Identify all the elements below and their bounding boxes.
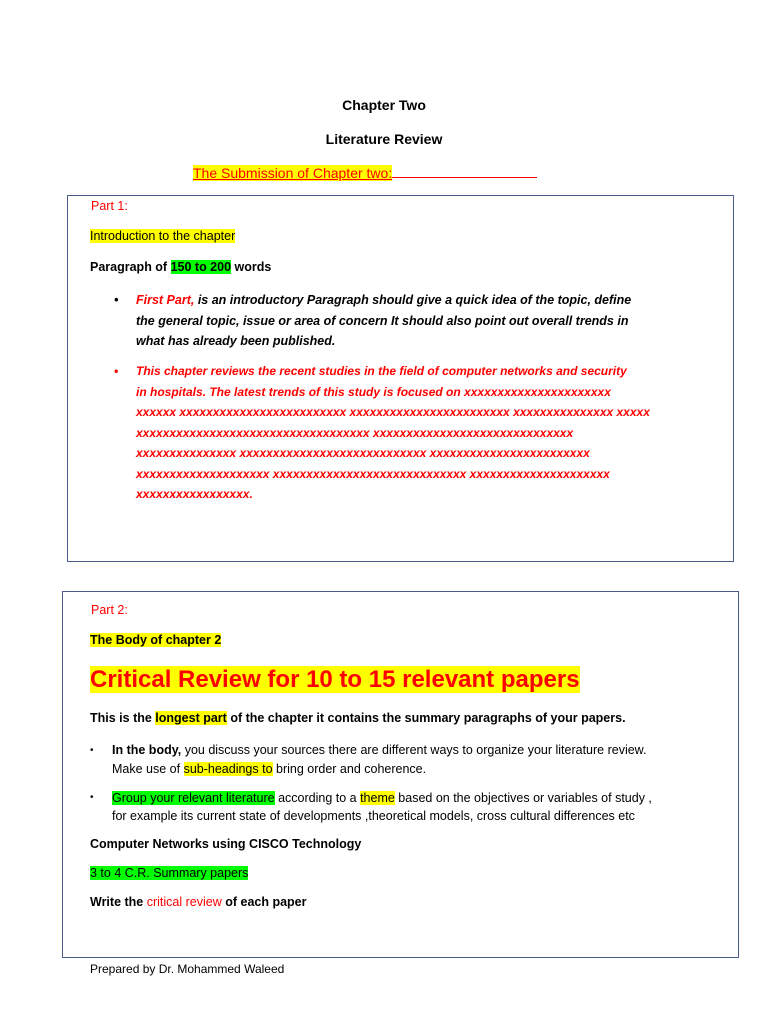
write-prefix: Write the <box>90 895 147 909</box>
part2-bullet-list-1 <box>90 741 690 779</box>
bullet2-mid: according to a <box>274 791 361 805</box>
bullet1-line: is an introductory Paragraph should give a quick idea of the topic, define <box>194 293 632 307</box>
critical-review-heading-text: Critical Review for 10 to 15 relevant papers <box>90 666 580 693</box>
submission-heading <box>193 165 537 181</box>
part2-label: Part 2: <box>91 603 128 617</box>
footer-prepared-by: Prepared by Dr. Mohammed Waleed <box>90 962 285 976</box>
summary-papers-text: 3 to 4 C.R. Summary papers <box>90 866 249 880</box>
para-suffix: words <box>231 260 272 274</box>
sub-headings-highlight: sub-headings to <box>183 762 273 776</box>
list-item <box>114 290 674 352</box>
bullet2-line: This chapter reviews the recent studies in the field of computer networks and security <box>136 364 627 378</box>
write-critical-review <box>90 895 307 909</box>
write-red: critical review <box>146 895 222 909</box>
bullet2-line: in hospitals. The latest trends of this study is focused on xxxxxxxxxxxxxxxxxxxxxx <box>136 384 611 399</box>
para-prefix: Paragraph of <box>90 260 171 274</box>
intro-suffix: of the chapter it contains the summary paragraphs of your papers. <box>226 711 626 725</box>
part2-heading <box>90 633 221 647</box>
bullet1-line2-suffix: bring order and coherence. <box>272 762 427 776</box>
part1-bullet-list-2 <box>114 361 674 505</box>
group-literature-highlight: Group your relevant literature <box>112 791 275 805</box>
submission-text: The Submission of Chapter two: <box>193 165 393 181</box>
part2-bullet-list-2 <box>90 789 690 825</box>
networks-heading: Computer Networks using CISCO Technology <box>90 837 362 851</box>
list-item <box>90 789 690 825</box>
bullet2-line: xxxxxxxxxxxxxxxxxxxxxxxxxxxxxxxxxxx xxxxxxxxxxxxxxxxxxxxxxxxxxxxxx <box>136 425 574 440</box>
chapter-number: Chapter Two <box>342 97 426 113</box>
bullet2-line: xxxxxxxxxxxxxxxxx. <box>136 487 253 501</box>
bullet1-line: what has already been published. <box>136 334 336 348</box>
intro-highlight: longest part <box>155 711 227 725</box>
part1-label: Part 1: <box>91 199 128 213</box>
intro-prefix: This is the <box>90 711 156 725</box>
write-suffix: of each paper <box>221 895 307 909</box>
para-range: 150 to 200 <box>170 260 232 274</box>
list-item <box>114 361 674 505</box>
bullet1-line: the general topic, issue or area of concern It should also point out overall trends in <box>136 313 629 328</box>
submission-underline-blank <box>392 165 537 178</box>
first-part-lead: First Part, <box>136 293 195 307</box>
bullet2-rest: based on the objectives or variables of study , <box>394 791 652 805</box>
part1-heading <box>90 229 235 243</box>
bullet1-rest: you discuss your sources there are different ways to organize your literature review. <box>181 743 647 757</box>
chapter-title: Literature Review <box>325 131 443 147</box>
part2-heading-text: The Body of chapter 2 <box>90 633 222 647</box>
bullet2-line: xxxxxxxxxxxxxxxxxxxx xxxxxxxxxxxxxxxxxxxxxxxxxxxxx xxxxxxxxxxxxxxxxxxxxx <box>136 466 610 481</box>
list-item <box>90 741 690 779</box>
summary-papers <box>90 866 248 880</box>
part1-heading-text: Introduction to the chapter <box>90 229 236 243</box>
part1-paragraph-length <box>90 260 271 274</box>
bullet2-line: xxxxxx xxxxxxxxxxxxxxxxxxxxxxxxx xxxxxxxxxxxxxxxxxxxxxxxx xxxxxxxxxxxxxxx xxxxx <box>136 405 650 419</box>
critical-review-heading <box>90 664 580 696</box>
theme-highlight: theme <box>360 791 395 805</box>
bullet2-line2: for example its current state of developments ,theoretical models, cross cultural differences etc <box>112 809 635 823</box>
bullet1-line2-prefix: Make use of <box>112 762 184 776</box>
bullet2-line: xxxxxxxxxxxxxxx xxxxxxxxxxxxxxxxxxxxxxxxxxxx xxxxxxxxxxxxxxxxxxxxxxxx <box>136 446 590 460</box>
part2-intro <box>90 711 626 725</box>
in-the-body-lead: In the body, <box>112 743 182 757</box>
part1-bullet-list-1 <box>114 290 674 352</box>
